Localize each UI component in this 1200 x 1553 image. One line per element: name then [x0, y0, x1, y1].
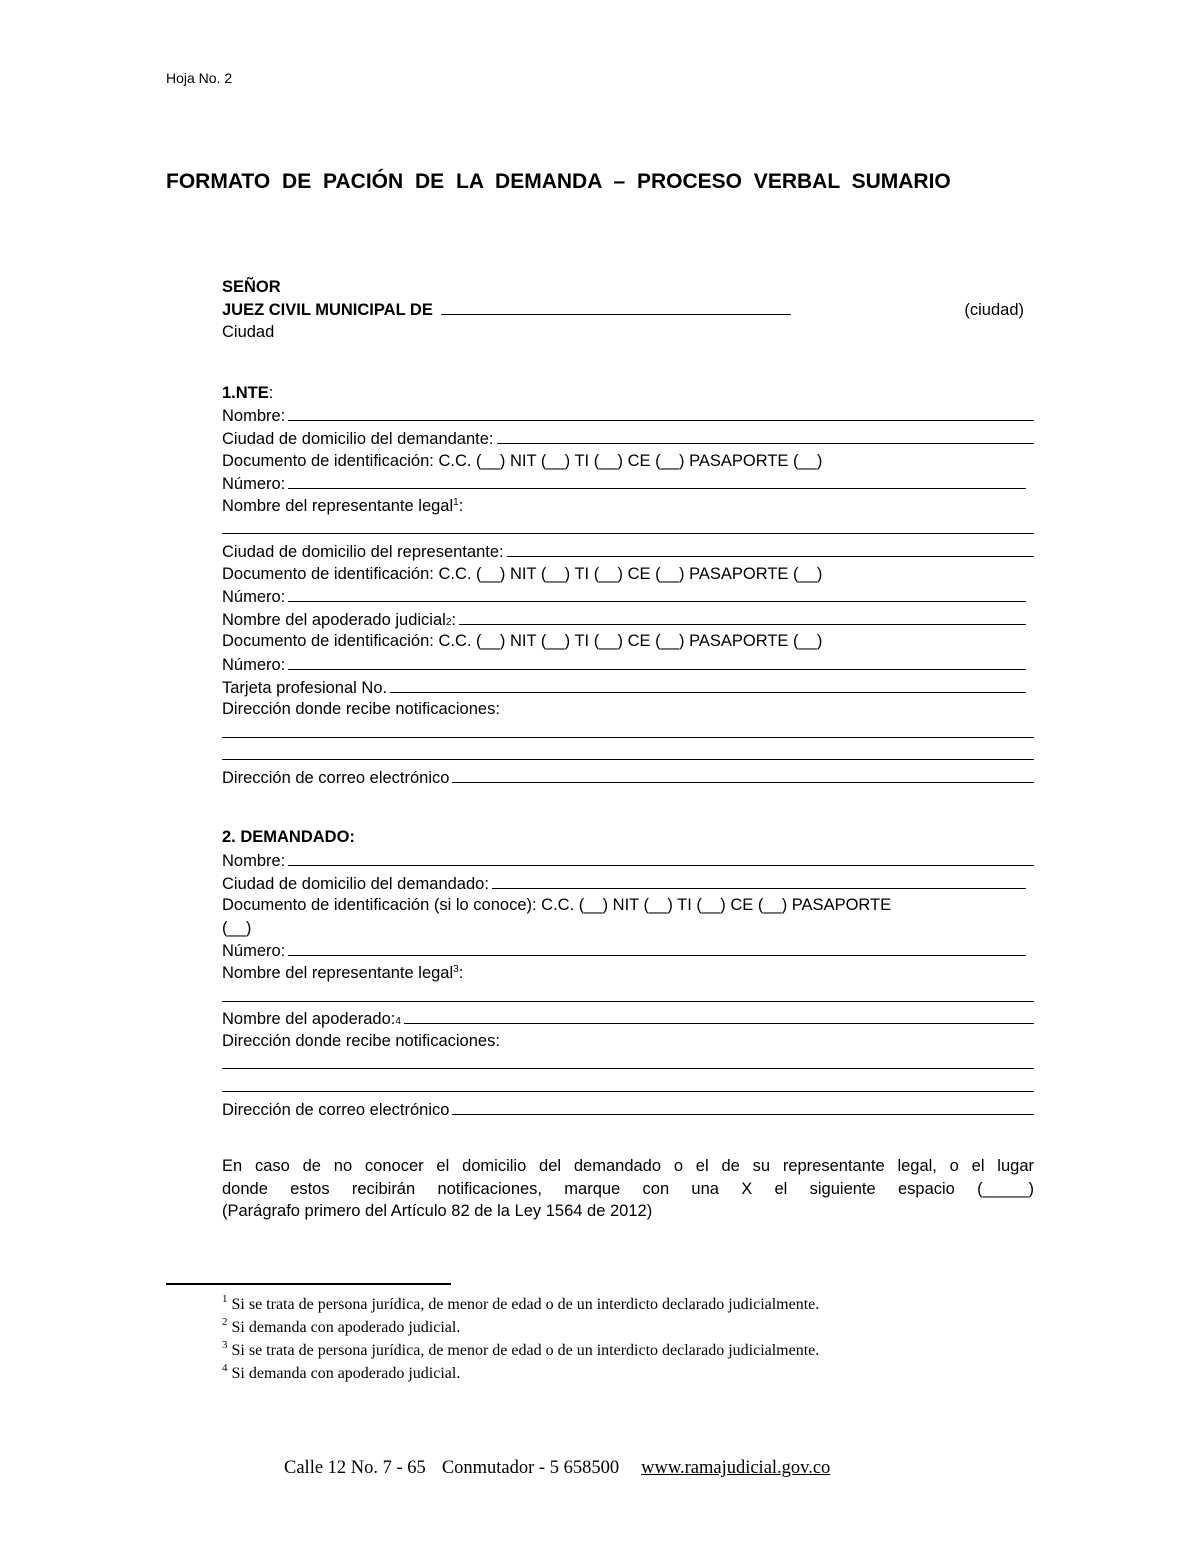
page-footer	[284, 1458, 830, 1479]
notice-line-1: En caso de no conocer el domicilio del demandado o el de su representante legal, o el lugar	[222, 1157, 1034, 1175]
notice-line-2: donde estos recibirán notificaciones, marque con una X el siguiente espacio (_____)	[222, 1179, 1034, 1198]
tarjeta-row	[222, 676, 1034, 699]
demandado-ciudad-field[interactable]	[492, 872, 1026, 889]
demandado-direccion-row-2	[222, 1075, 1034, 1098]
label-correo: Dirección de correo electrónico	[222, 768, 450, 787]
rep-ciudad-row	[222, 540, 1034, 563]
rep-legal-colon: :	[458, 964, 464, 983]
footnote-3	[222, 1339, 1022, 1362]
footnote-1	[222, 1293, 1022, 1316]
section2-heading: 2. DEMANDADO:	[222, 828, 355, 847]
demandado-nombre-field[interactable]	[288, 849, 1034, 866]
rep-legal-row	[222, 517, 1034, 540]
label-numero: Número:	[222, 655, 286, 674]
footnote-number: 3	[222, 1339, 228, 1351]
label-nombre: Nombre:	[222, 407, 286, 426]
correo-field[interactable]	[452, 766, 1034, 783]
demandado-correo-field[interactable]	[452, 1098, 1034, 1115]
label-apoderado: Nombre del apoderado judicial	[222, 610, 446, 629]
notice-paragraph	[222, 1155, 1034, 1223]
apoderado-field[interactable]	[459, 608, 1026, 625]
salutation: SEÑOR	[222, 278, 281, 296]
demandado-rep-row	[222, 985, 1034, 1008]
demandante-numero-field[interactable]	[288, 472, 1026, 489]
footnote-number: 1	[222, 1293, 228, 1305]
direccion-row-1	[222, 721, 1034, 744]
notice-line-3: (Parágrafo primero del Artículo 82 de la Ley 1564 de 2012)	[222, 1202, 653, 1221]
rep-numero-field[interactable]	[288, 585, 1026, 602]
sheet-number: Hoja No. 2	[166, 70, 233, 86]
judge-line	[222, 299, 1034, 322]
correo-row	[222, 766, 1034, 789]
apoderado-colon: :	[451, 610, 456, 629]
label-ciudad-demandado: Ciudad de domicilio del demandado:	[222, 874, 489, 893]
apoderado-numero-field[interactable]	[288, 653, 1026, 670]
footnote-ref-3: 3	[453, 964, 459, 976]
judge-city-field[interactable]	[441, 299, 791, 315]
apoderado-row: Nombre del apoderado judicial 2 :	[222, 608, 1034, 631]
rep-legal-colon: :	[458, 496, 464, 515]
label-numero: Número:	[222, 475, 286, 494]
section1-colon: :	[268, 383, 274, 402]
judge-label: JUEZ CIVIL MUNICIPAL DE	[222, 300, 433, 319]
label-correo: Dirección de correo electrónico	[222, 1100, 450, 1119]
demandado-documento-cont: (__)	[222, 918, 252, 937]
form-body	[222, 276, 1034, 1120]
section1-heading	[222, 382, 1034, 405]
demandado-numero-field[interactable]	[288, 939, 1026, 956]
label-rep-legal: Nombre del representante legal	[222, 496, 454, 515]
demandado-nombre-row	[222, 849, 1034, 872]
rep-numero-row	[222, 585, 1034, 608]
demandado-numero-row	[222, 939, 1034, 962]
footer-address: Calle 12 No. 7 - 65	[284, 1458, 426, 1478]
footnote-2	[222, 1316, 1022, 1339]
rep-ciudad-field[interactable]	[507, 540, 1034, 557]
footnote-text: Si se trata de persona jurídica, de menor de edad o de un interdicto declarado judicialmente.	[231, 1342, 820, 1359]
demandado-rep-field[interactable]	[222, 985, 1034, 1002]
demandante-ciudad-field[interactable]	[497, 427, 1034, 444]
demandante-numero-row	[222, 472, 1034, 495]
label-direccion-demandado: Dirección donde recibe notificaciones:	[222, 1031, 500, 1050]
rep-documento: Documento de identificación: C.C. (__) NIT (__) TI (__) CE (__) PASAPORTE (__)	[222, 564, 823, 583]
tarjeta-field[interactable]	[390, 676, 1026, 693]
demandado-rep-label-row	[222, 962, 1034, 985]
demandado-documento: Documento de identificación (si lo conoce): C.C. (__) NIT (__) TI (__) CE (__) PASAPORTE	[222, 896, 892, 915]
footnote-number: 4	[222, 1362, 228, 1374]
city-hint: (ciudad)	[964, 300, 1024, 319]
demandado-ciudad-row	[222, 872, 1034, 895]
rep-legal-field[interactable]	[222, 517, 1034, 534]
demandado-direccion-field-1[interactable]	[222, 1052, 1034, 1069]
footnote-text: Si demanda con apoderado judicial.	[231, 1365, 461, 1382]
footnote-4	[222, 1362, 1022, 1385]
label-tarjeta: Tarjeta profesional No.	[222, 678, 388, 697]
direccion-field-2[interactable]	[222, 743, 1034, 760]
footnote-text: Si se trata de persona jurídica, de menor de edad o de un interdicto declarado judicialmente.	[231, 1296, 820, 1313]
demandante-ciudad-row	[222, 427, 1034, 450]
demandante-nombre-row	[222, 404, 1034, 427]
direccion-row-2	[222, 743, 1034, 766]
label-ciudad-rep: Ciudad de domicilio del representante:	[222, 542, 504, 561]
apoderado-documento: Documento de identificación: C.C. (__) NIT (__) TI (__) CE (__) PASAPORTE (__)	[222, 632, 823, 651]
footnotes	[222, 1293, 1022, 1385]
demandado-direccion-row-1	[222, 1052, 1034, 1075]
demandado-apoderado-row: Nombre del apoderado: 4	[222, 1007, 1034, 1030]
label-nombre: Nombre:	[222, 852, 286, 871]
demandante-documento: Documento de identificación: C.C. (__) NIT (__) TI (__) CE (__) PASAPORTE (__)	[222, 451, 823, 470]
label-rep-legal: Nombre del representante legal	[222, 964, 454, 983]
city-label: Ciudad	[222, 323, 275, 342]
apoderado-numero-row	[222, 653, 1034, 676]
rep-legal-label-row	[222, 495, 1034, 518]
footnote-ref-1: 1	[453, 496, 459, 508]
label-numero: Número:	[222, 588, 286, 607]
document-title: FORMATO DE PACIÓN DE LA DEMANDA – PROCESO VERBAL SUMARIO	[166, 170, 951, 193]
label-direccion: Dirección donde recibe notificaciones:	[222, 700, 500, 719]
section1-title: 1.NTE	[222, 383, 269, 402]
footer-phone: Conmutador - 5 658500	[441, 1458, 620, 1478]
demandado-correo-row	[222, 1098, 1034, 1121]
demandado-direccion-field-2[interactable]	[222, 1075, 1034, 1092]
footnote-separator	[166, 1283, 451, 1285]
label-ciudad-demandante: Ciudad de domicilio del demandante:	[222, 429, 494, 448]
label-numero: Número:	[222, 942, 286, 961]
label-apoderado: Nombre del apoderado:	[222, 1010, 396, 1029]
footnote-number: 2	[222, 1316, 228, 1328]
footer-website-link[interactable]: www.ramajudicial.gov.co	[641, 1458, 831, 1478]
footnote-text: Si demanda con apoderado judicial.	[231, 1319, 461, 1336]
direccion-field-1[interactable]	[222, 721, 1034, 738]
demandado-apoderado-field[interactable]	[404, 1007, 1034, 1024]
demandante-nombre-field[interactable]	[288, 404, 1034, 421]
